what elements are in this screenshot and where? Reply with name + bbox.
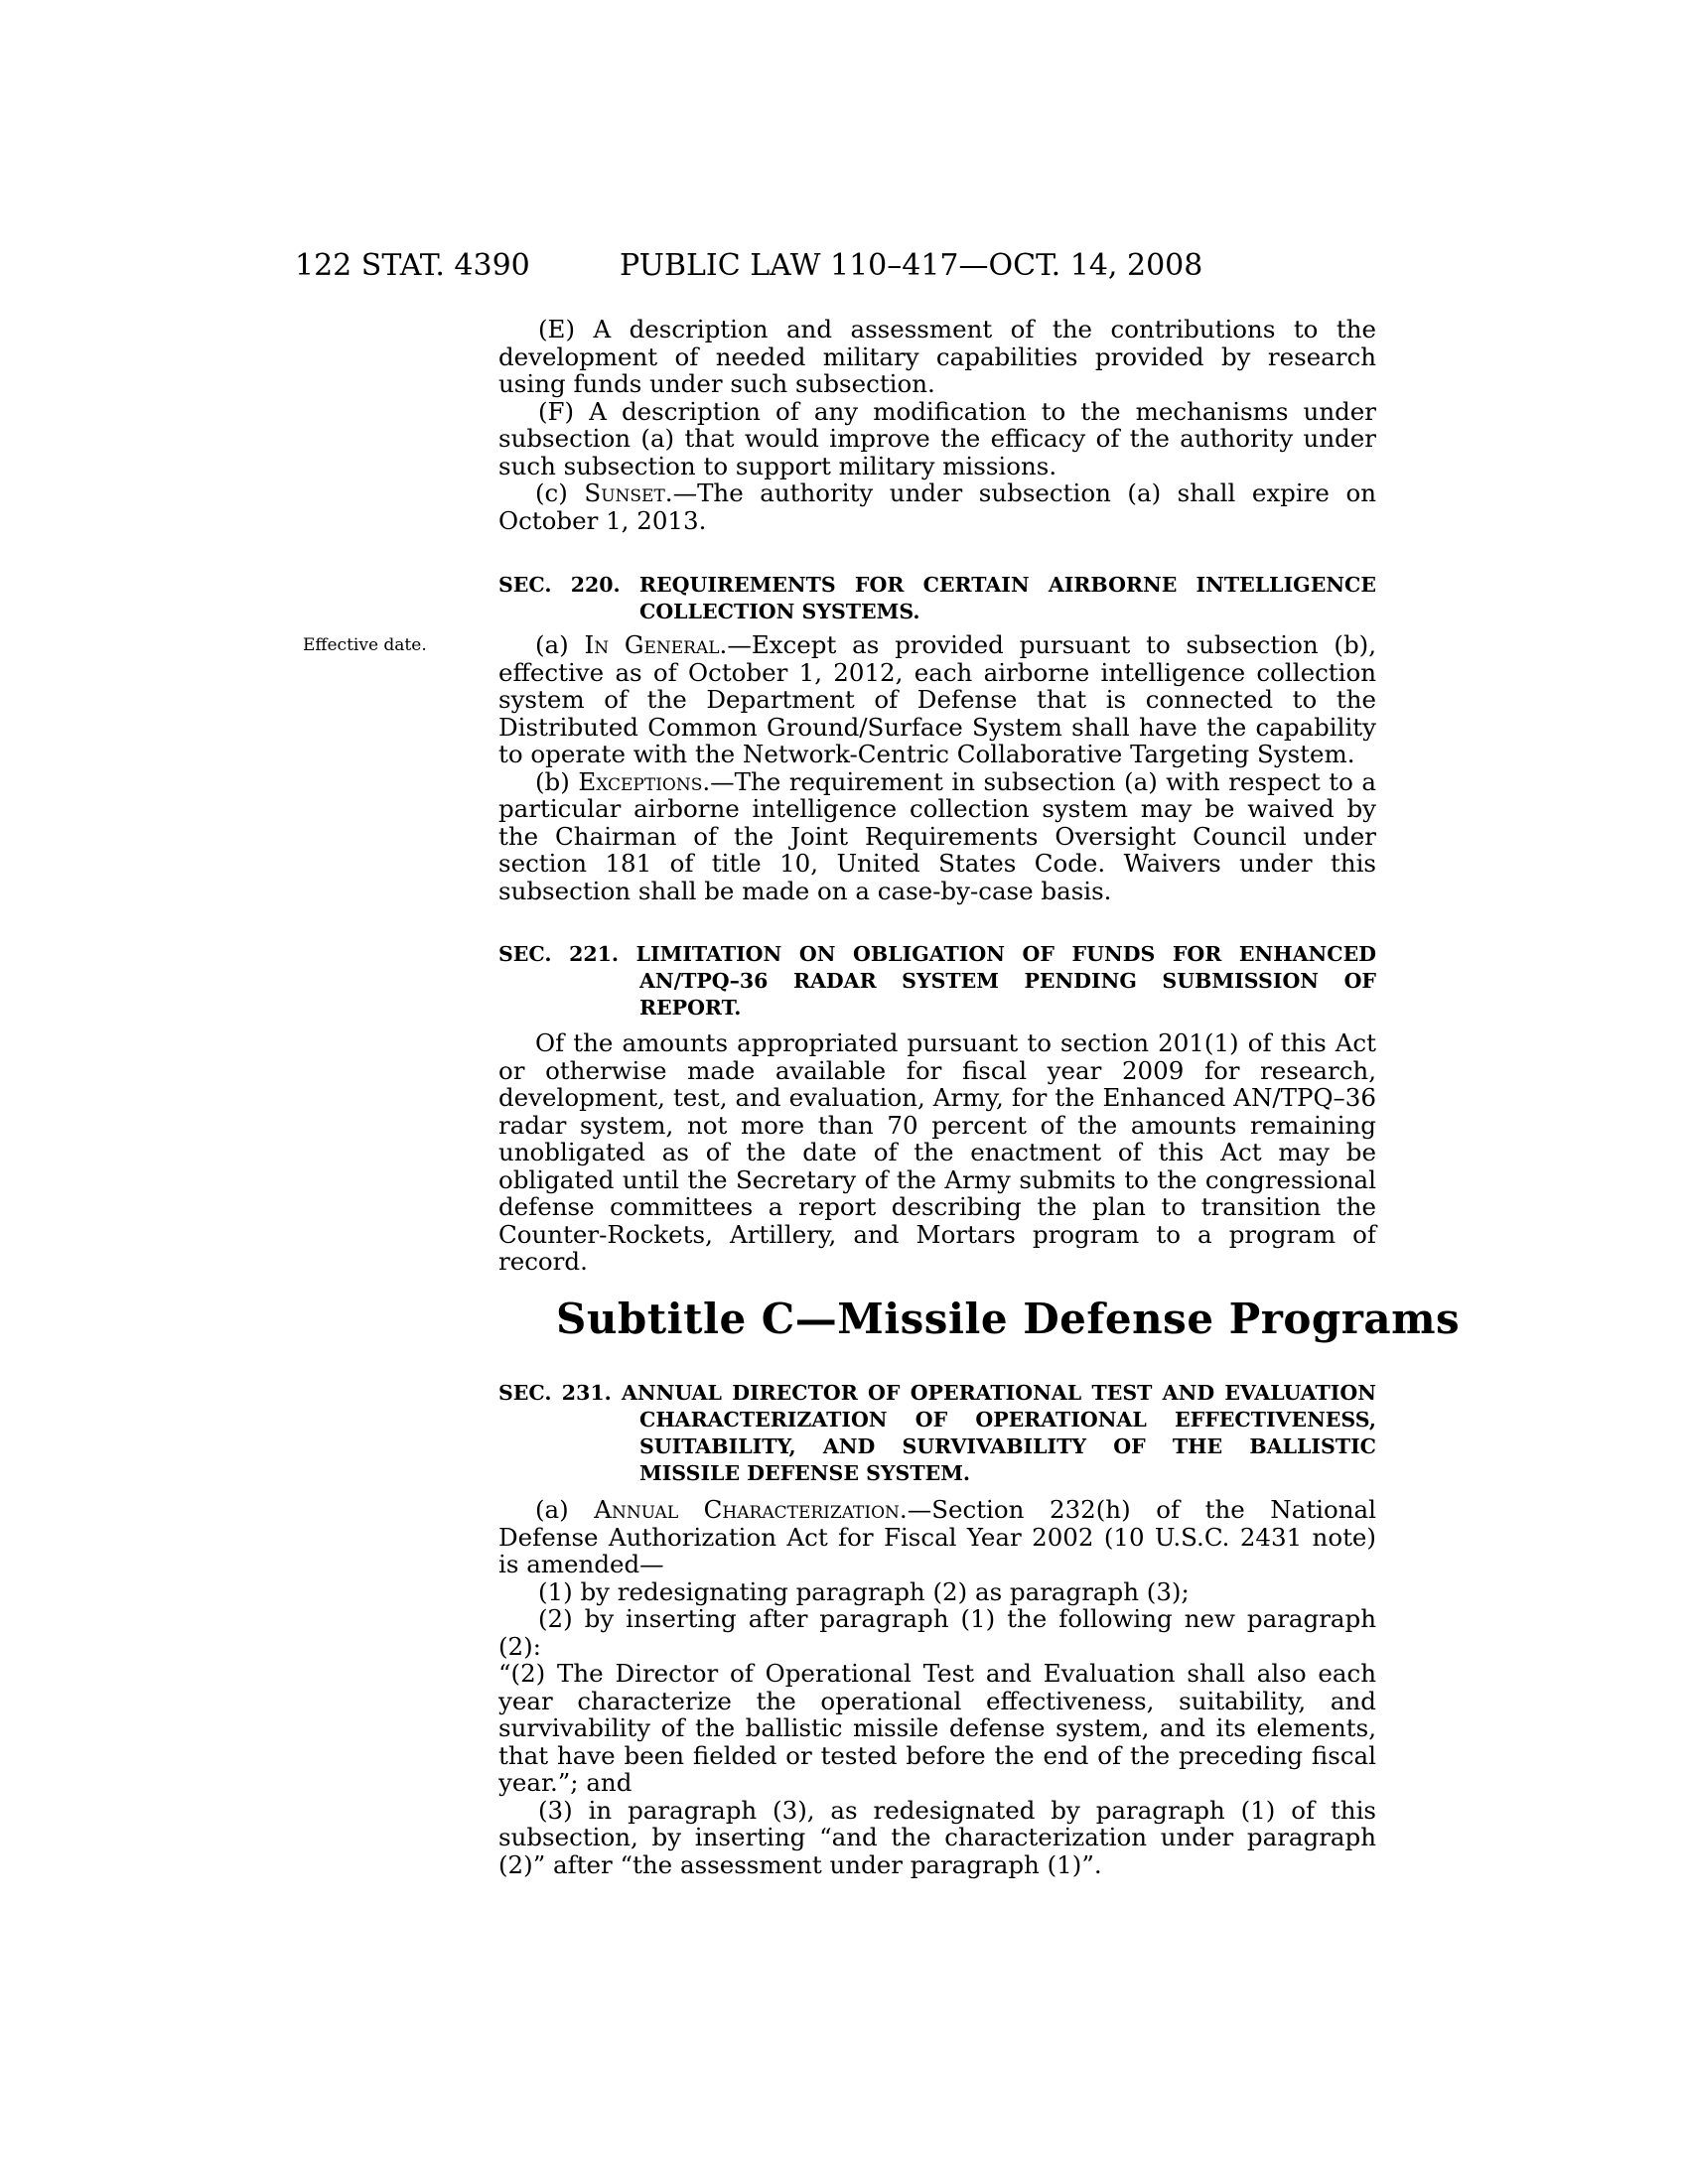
- section-220-body: [498, 631, 1376, 904]
- section-231-body: [498, 1496, 1376, 1878]
- paragraph-f: [389, 398, 1376, 480]
- subsection-c: [498, 479, 1376, 534]
- section-220-heading: SEC. 220. REQUIREMENTS FOR CERTAIN AIRBORNE INTELLIGENCE COLLECTION SYSTEMS.: [498, 573, 1376, 623]
- subsection-c-text: .—The authority under subsection (a) shall expire on October 1, 2013.: [498, 478, 1376, 535]
- sec220-b-label: (b): [535, 766, 579, 796]
- subsection-c-heading: Sunset: [584, 478, 665, 507]
- section-231-heading: SEC. 231. ANNUAL DIRECTOR OF OPERATIONAL TEST AND EVALUATION CHARACTERIZATION OF OPERATIONAL EFFECTIVENESS, SUITABILITY, AND SURVIVABILITY OF THE BALLISTIC MISSILE DEFENSE SYSTEM.: [498, 1381, 1376, 1485]
- sec220-a-label: (a): [535, 630, 585, 659]
- section-221-text: Of the amounts appropriated pursuant to section 201(1) of this Act or otherwise made available for fiscal year 2009 for research, development, test, and evaluation, Army, for the Enhanced AN/TPQ–36 radar system, not more than 70 percent of the amounts remaining unobligated as of the date of the enactment of this Act may be obligated until the Secretary of the Army submits to the congressional defense committees a report describing the plan to transition the Counter-Rockets, Artillery, and Mortars program to a program of record.: [498, 1028, 1376, 1276]
- sec231-quoted-paragraph: “(2) The Director of Operational Test and Evaluation shall also each year characterize the operational effectiveness, suitability, and survivability of the ballistic missile defense system, and its elements, that have been fielded or tested before the end of the preceding fiscal year.”; and: [498, 1659, 1376, 1797]
- section-221-heading: SEC. 221. LIMITATION ON OBLIGATION OF FUNDS FOR ENHANCED AN/TPQ–36 RADAR SYSTEM PENDING SUBMISSION OF REPORT.: [498, 942, 1376, 1020]
- margin-note: Effective date.: [303, 635, 427, 655]
- sec231-a-label: (a): [535, 1495, 595, 1524]
- sec231-paragraph-1: (1) by redesignating paragraph (2) as paragraph (3);: [538, 1576, 1190, 1606]
- page-stat-citation: 122 STAT. 4390: [295, 248, 530, 283]
- page-header-title: PUBLIC LAW 110–417—OCT. 14, 2008: [620, 248, 1203, 283]
- section-231: [498, 1380, 1376, 1487]
- sec231-paragraph-2: (2) by inserting after paragraph (1) the following new paragraph (2):: [498, 1604, 1376, 1661]
- sec231-a-heading: Annual Characterization: [594, 1495, 900, 1524]
- section-220: [498, 572, 1376, 625]
- section-221-body: [498, 1029, 1376, 1276]
- top-block: [498, 316, 1376, 534]
- sec220-a-heading: In General: [584, 630, 720, 659]
- subtitle-heading: Subtitle C—Missile Defense Programs: [556, 1295, 1461, 1343]
- sec220-b-heading: Exceptions: [578, 766, 703, 796]
- paragraph-e-text: (E) A description and assessment of the contributions to the development of needed military capabilities provided by research using funds under such subsection.: [498, 315, 1376, 398]
- sec231-a-text: .—Section 232(h) of the National Defense Authorization Act for Fiscal Year 2002 (10 U.S.C. 2431 note) is amended—: [498, 1495, 1376, 1578]
- section-220-subsection-a: [498, 631, 1376, 768]
- paragraph-e: [389, 316, 1376, 398]
- section-221: [498, 941, 1376, 1022]
- subsection-c-label: (c): [535, 478, 585, 507]
- sec220-a-text: .—Except as provided pursuant to subsection (b), effective as of October 1, 2012, each airborne intelligence collection system of the Department of Defense that is connected to the Distributed Common Ground/Surface System shall have the capability to operate with the Network-Centric Collaborative Targeting System.: [498, 630, 1376, 768]
- sec220-b-text: .—The requirement in subsection (a) with respect to a particular airborne intelligence collection system may be waived by the Chairman of the Joint Requirements Oversight Council under section 181 of title 10, United States Code. Waivers under this subsection shall be made on a case-by-case basis.: [498, 766, 1376, 905]
- section-220-subsection-b: [498, 768, 1376, 905]
- section-231-subsection-a: [498, 1496, 1376, 1578]
- paragraph-f-text: (F) A description of any modification to the mechanisms under subsection (a) that would improve the efficacy of the authority under such subsection to support military missions.: [498, 396, 1376, 480]
- sec231-paragraph-3: (3) in paragraph (3), as redesignated by paragraph (1) of this subsection, by inserting “and the characterization under paragraph (2)” after “the assessment under paragraph (1)”.: [498, 1795, 1376, 1879]
